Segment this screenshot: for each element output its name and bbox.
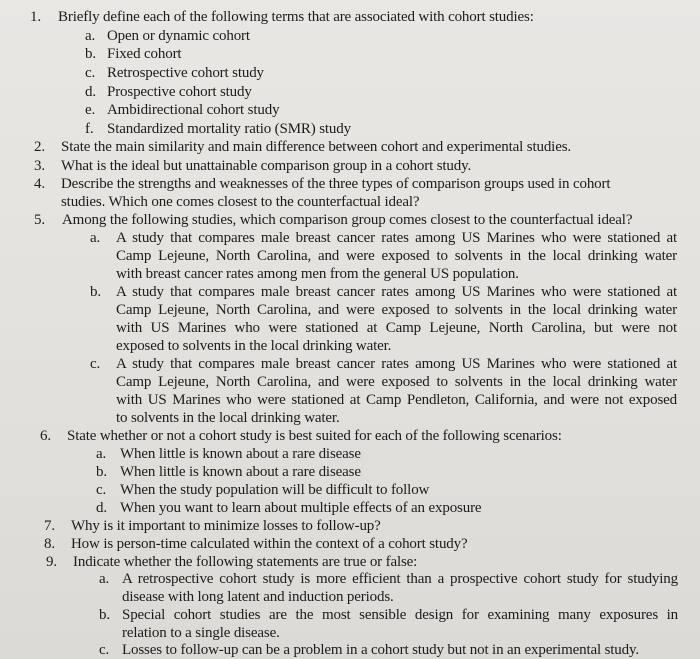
q5-item-a-line-1: A study that compares male breast cancer rates among US Marines who were stationed at <box>116 230 677 246</box>
q6-item-a-text: When little is known about a rare disease <box>120 446 361 462</box>
q5-item-b-line-4: exposed to solvents in the local drinking water. <box>116 338 392 354</box>
q8-line <box>44 535 468 553</box>
q5-item-a-line-2: Camp Lejeune, North Carolina, and were exposed to solvents in the local drinking water <box>116 248 677 264</box>
q4-line-1 <box>34 175 610 193</box>
q6-item-d <box>96 499 481 517</box>
q9-item-b-letter: b. <box>99 607 110 623</box>
q9-item-c-letter: c. <box>99 642 110 658</box>
q7-text: Why is it important to minimize losses to follow-up? <box>71 518 381 534</box>
q1-item-f-text: Standardized mortality ratio (SMR) study <box>107 121 351 137</box>
q2-line <box>34 138 571 156</box>
q5-item-c-line-1: A study that compares male breast cancer rates among US Marines who were stationed at <box>116 356 677 372</box>
q2-text: State the main similarity and main difference between cohort and experimental studies. <box>61 139 571 155</box>
q1-item-d-letter: d. <box>85 84 96 100</box>
q6-item-b-letter: b. <box>96 464 107 480</box>
q3-line <box>34 157 471 175</box>
q9-item-c-line-1: Losses to follow-up can be a problem in a cohort study but not in an experimental study. <box>122 642 639 658</box>
q1-item-c-text: Retrospective cohort study <box>107 65 264 81</box>
q5-text: Among the following studies, which comparison group comes closest to the counterfactual ideal? <box>62 212 633 228</box>
q6-item-d-letter: d. <box>96 500 107 516</box>
q1-item-e-text: Ambidirectional cohort study <box>107 102 280 118</box>
q4-text-2: studies. Which one comes closest to the counterfactual ideal? <box>61 194 420 210</box>
q1-item-e <box>85 101 279 119</box>
q6-line <box>40 427 562 445</box>
q3-number: 3. <box>34 158 45 174</box>
q7-line <box>44 517 381 535</box>
q1-item-a-letter: a. <box>85 28 96 44</box>
q9-number: 9. <box>46 554 57 570</box>
q5-number: 5. <box>34 212 45 228</box>
q1-text: Briefly define each of the following terms that are associated with cohort studies: <box>58 9 534 25</box>
q1-item-c <box>85 64 264 82</box>
q9-item-b-line-1: Special cohort studies are the most sensible design for examining many exposures in <box>122 607 678 623</box>
q5-item-c-line-3: with US Marines who were stationed at Camp Pendleton, California, and were not exposed <box>116 392 677 408</box>
q4-number: 4. <box>34 176 45 192</box>
q6-text: State whether or not a cohort study is best suited for each of the following scenarios: <box>67 428 562 444</box>
q9-item-a-line-2: disease with long latent and induction periods. <box>122 589 394 605</box>
q5-item-b-letter: b. <box>90 284 101 300</box>
q1-item-f-letter: f. <box>85 121 94 137</box>
q1-item-b-letter: b. <box>85 46 96 62</box>
q5-item-b-line-3: with US Marines who were stationed at Camp Lejeune, North Carolina, but were not <box>116 320 677 336</box>
q5-item-c-line-2: Camp Lejeune, North Carolina, and were exposed to solvents in the local drinking water <box>116 374 677 390</box>
q6-item-a <box>96 445 361 463</box>
q5-line <box>34 211 632 229</box>
q5-item-a-letter: a. <box>90 230 101 246</box>
q6-item-c-letter: c. <box>96 482 107 498</box>
q6-item-b-text: When little is known about a rare disease <box>120 464 361 480</box>
question-sheet <box>0 4 700 659</box>
q5-item-b-line-2: Camp Lejeune, North Carolina, and were exposed to solvents in the local drinking water <box>116 302 677 318</box>
q1-line <box>30 8 534 26</box>
q7-number: 7. <box>44 518 55 534</box>
q9-text: Indicate whether the following statements are true or false: <box>73 554 418 570</box>
q3-text: What is the ideal but unattainable comparison group in a cohort study. <box>61 158 472 174</box>
q1-item-a <box>85 27 250 45</box>
q1-item-f <box>85 120 351 138</box>
q6-item-c-text: When the study population will be difficult to follow <box>120 482 430 498</box>
q9-item-b-line-2: relation to a single disease. <box>122 625 280 641</box>
q1-item-d-text: Prospective cohort study <box>107 84 252 100</box>
q1-item-c-letter: c. <box>85 65 96 81</box>
q9-line <box>46 553 417 571</box>
q6-item-b <box>96 463 361 481</box>
q5-item-a-line-3: with breast cancer rates among men from the general US population. <box>116 266 519 282</box>
q1-item-b <box>85 45 181 63</box>
q4-line-2 <box>61 193 419 211</box>
q1-item-b-text: Fixed cohort <box>107 46 182 62</box>
q5-item-c-line-4: to solvents in the local drinking water. <box>116 410 340 426</box>
q8-number: 8. <box>44 536 55 552</box>
q1-item-a-text: Open or dynamic cohort <box>107 28 250 44</box>
q9-item-a-letter: a. <box>99 571 110 587</box>
q1-item-e-letter: e. <box>85 102 96 118</box>
q8-text: How is person-time calculated within the context of a cohort study? <box>71 536 468 552</box>
q6-item-d-text: When you want to learn about multiple effects of an exposure <box>120 500 482 516</box>
q5-item-c-letter: c. <box>90 356 101 372</box>
q6-number: 6. <box>40 428 51 444</box>
q6-item-a-letter: a. <box>96 446 107 462</box>
q1-number: 1. <box>30 9 41 25</box>
q5-item-b-line-1: A study that compares male breast cancer rates among US Marines who were stationed at <box>116 284 677 300</box>
q1-item-d <box>85 83 252 101</box>
q9-item-a-line-1: A retrospective cohort study is more efficient than a prospective cohort study for studying <box>122 571 678 587</box>
q2-number: 2. <box>34 139 45 155</box>
q4-text-1: Describe the strengths and weaknesses of the three types of comparison groups used in cohort <box>61 176 611 192</box>
q6-item-c <box>96 481 429 499</box>
